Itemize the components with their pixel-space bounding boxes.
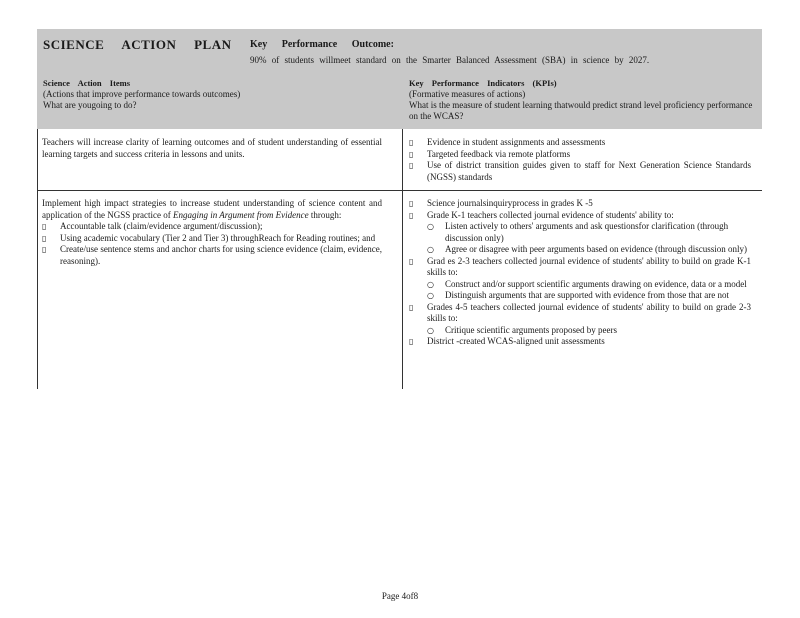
square-bullet-icon: ▯ [409,149,414,159]
list-item: ▯ Evidence in student assignments and assessments [409,137,606,147]
list-item: ▯ Using academic vocabulary (Tier 2 and Tier 3) throughReach for Reading routines; and [42,232,376,243]
list-item: ▯ Targeted feedback via remote platforms [409,148,571,159]
square-bullet-icon: ▯ [409,302,414,312]
row1-action: Teachers will increase clarity of learning outcomes and of student understanding of essential learning targets and success criteria in lessons and units. [42,137,382,159]
square-bullet-icon: ▯ [409,138,414,147]
left-border [37,129,38,389]
square-bullet-icon: ▯ [409,210,414,220]
list-item: ▯ Grade K-1 teachers collected journal evidence of students' ability to: [409,209,674,220]
list-item: ▯ Create/use sentence stems and anchor charts for using science evidence (claim, evidence, reasoning). [42,244,382,266]
list-item: ▯ Use of district transition guides given to staff for Next Generation Science Standards (NGSS) standards [409,160,751,182]
row2-action [42,198,382,267]
list-item: ▯ Accountable talk (claim/evidence argument/discussion); [42,221,263,231]
kpo-title: Key Performance Outcome: [250,39,394,50]
row2-kpis [409,198,751,348]
plan-title: SCIENCE ACTION PLAN [43,37,232,52]
list-item: ▯ Science journalsinquiryprocess in grades K -5 [409,198,593,208]
list-item: ▯ Grad es 2-3 teachers collected journal evidence of students' ability to build on grade K-1 skills to: [409,255,751,277]
kpi-header [409,78,759,122]
square-bullet-icon: ▯ [409,256,414,266]
circle-bullet-icon: ○ [427,245,434,254]
action-items-line1: (Actions that improve performance towards outcomes) [43,89,241,99]
square-bullet-icon: ▯ [42,222,47,231]
sub-list-item: ○ Critique scientific arguments proposed by peers [427,324,618,335]
circle-bullet-icon: ○ [427,325,434,335]
page-number: Page 4of8 [381,591,419,601]
list-item: ▯ Grades 4-5 teachers collected journal evidence of students' ability to build on grade 2-3 skills to: [409,301,751,323]
sub-list-item: ○ Agree or disagree with peer arguments based on evidence (through discussion only) [427,244,747,254]
row1-kpis [409,137,751,183]
circle-bullet-icon: ○ [427,291,434,300]
square-bullet-icon: ▯ [42,233,47,243]
row-divider [37,190,762,191]
action-items-header [43,78,403,111]
square-bullet-icon: ▯ [409,337,414,346]
kpi-title: Key Performance Indicators (KPIs) [409,78,557,88]
kpo-text: 90% of students willmeet standard on the Smarter Balanced Assessment (SBA) in science by 2027. [250,55,650,65]
column-divider [402,129,403,389]
action-items-line2: What are yougoing to do? [43,100,137,110]
kpi-line2: What is the measure of student learning thatwould predict strand level proficiency performance on the WCAS? [409,100,753,121]
sub-list-item: ○ Distinguish arguments that are supported with evidence from those that are not [427,290,730,300]
square-bullet-icon: ▯ [409,199,414,208]
header-band [37,29,762,129]
sub-list-item: ○ Listen actively to others' arguments and ask questionsfor clarification (through discussion only) [427,221,729,243]
row2-action-intro: Implement high impact strategies to increase student understanding of science content and application of the NGSS practice of Engaging in Argument from Evidence through: [42,198,382,220]
kpi-line1: (Formative measures of actions) [409,89,526,99]
square-bullet-icon: ▯ [42,245,47,254]
action-items-title: Science Action Items [43,78,131,88]
list-item: ▯ District -created WCAS-aligned unit assessments [409,336,605,346]
square-bullet-icon: ▯ [409,161,414,170]
circle-bullet-icon: ○ [427,222,434,231]
circle-bullet-icon: ○ [427,279,434,289]
sub-list-item: ○ Construct and/or support scientific arguments drawing on evidence, data or a model [427,278,747,289]
